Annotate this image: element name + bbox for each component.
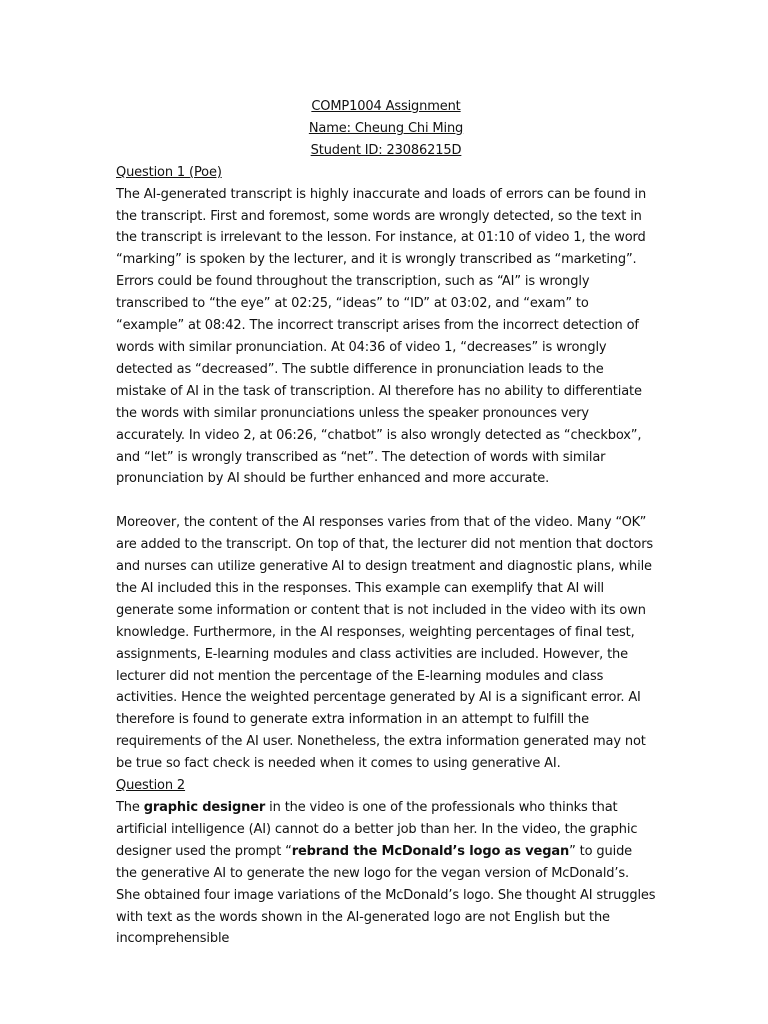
assignment-title: COMP1004 Assignment bbox=[311, 99, 461, 114]
q2-text-3: ” to guide the generative AI to generate the new logo for the vegan version of McDonald’s. She obtained four image variations of the McDonald’s logo. She thought AI struggles with text as the words shown in the AI-generated logo are not English but the incomprehensible bbox=[116, 843, 656, 947]
q2-bold-graphic-designer: graphic designer bbox=[143, 799, 266, 815]
question-2-heading: Question 2 bbox=[116, 778, 186, 794]
student-id: Student ID: 23086215D bbox=[310, 142, 462, 158]
document-body bbox=[116, 96, 656, 950]
question-1-paragraph-2: Moreover, the content of the AI responses varies from that of the video. Many “OK” are added to the transcript. On top of that, the lecturer did not mention that doctors and nurses can utilize generative AI to design treatment and diagnostic plans, while the AI included this in the responses. This example can exemplify that AI will generate some information or content that is not included in the video with its own knowledge. Furthermore, in the AI responses, weighting percentages of final test, assignments, E-learning modules and class activities are included. However, the lecturer did not mention the percentage of the E-learning modules and class activities. Hence the weighted percentage generated by AI is a significant error. AI therefore is found to generate extra information in an attempt to fulfill the requirements of the AI user. Nonetheless, the extra information generated may not be true so fact check is needed when it comes to using generative AI. bbox=[116, 515, 654, 772]
question-1-paragraph-1: The AI-generated transcript is highly inaccurate and loads of errors can be found in the transcript. First and foremost, some words are wrongly detected, so the text in the transcript is irrelevant to the lesson. For instance, at 01:10 of video 1, the word “marking” is spoken by the lecturer, and it is wrongly transcribed as “marketing”. Errors could be found throughout the transcription, such as “AI” is wrongly transcribed to “the eye” at 02:25, “ideas” to “ID” at 03:02, and “exam” to “example” at 08:42. The incorrect transcript arises from the incorrect detection of words with similar pronunciation. At 04:36 of video 1, “decreases” is wrongly detected as “decreased”. The subtle difference in pronunciation leads to the mistake of AI in the task of transcription. AI therefore has no ability to differentiate the words with similar pronunciations unless the speaker pronounces very accurately. In video 2, at 06:26, “chatbot” is also wrongly detected as “checkbox”, and “let” is wrongly transcribed as “net”. The detection of words with similar pronunciation by AI should be further enhanced and more accurate. bbox=[116, 186, 647, 487]
question-2-paragraph bbox=[116, 797, 656, 950]
student-name: Name: Cheung Chi Ming bbox=[308, 120, 464, 136]
q2-text-1: The bbox=[116, 799, 144, 815]
paragraph-gap bbox=[116, 490, 656, 512]
q2-bold-prompt: rebrand the McDonald’s logo as vegan bbox=[291, 843, 570, 859]
q2-text-2: in the video is one of the professionals who thinks that artificial intelligence (AI) cannot do a better job than her. In the video, the graphic designer used the prompt “ bbox=[116, 799, 638, 859]
question-1-heading: Question 1 (Poe) bbox=[116, 164, 222, 180]
